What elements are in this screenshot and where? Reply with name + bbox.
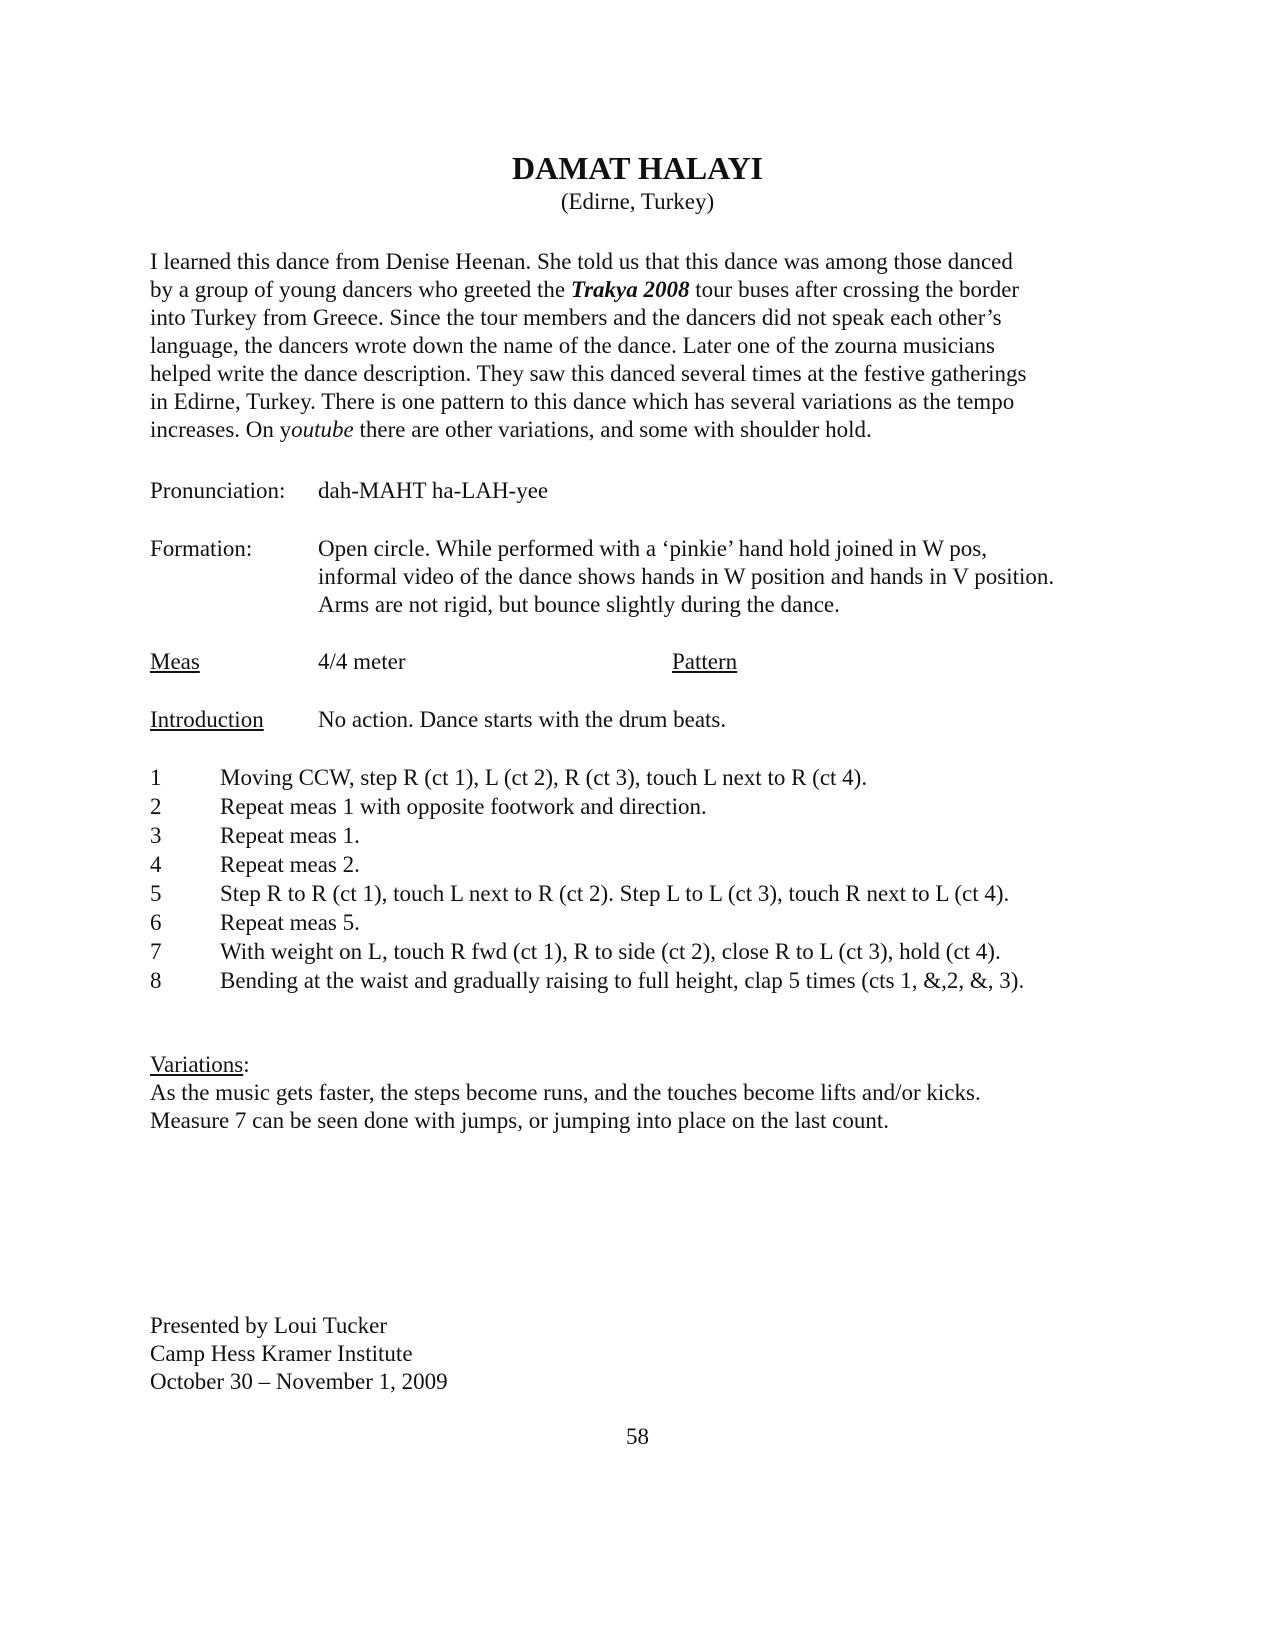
step-number: 8 xyxy=(150,968,162,993)
formation-line: Arms are not rigid, but bounce slightly during the dance. xyxy=(318,592,840,617)
tour-name: Trakya 2008 xyxy=(570,277,690,302)
page-number: 58 xyxy=(626,1424,649,1449)
formation-label: Formation: xyxy=(150,536,253,561)
step-text: Step R to R (ct 1), touch L next to R (ct 2). Step L to L (ct 3), touch R next to L (ct 4). xyxy=(220,881,1010,906)
intro-line xyxy=(150,276,1150,304)
variations-label: Variations xyxy=(150,1052,244,1077)
step-number: 3 xyxy=(150,823,162,848)
step-text: Repeat meas 2. xyxy=(220,852,360,877)
pronunciation-label: Pronunciation: xyxy=(150,478,286,503)
presenter-name: Presented by Loui Tucker xyxy=(150,1313,388,1338)
step-row xyxy=(150,909,1150,938)
youtube-reference: outube xyxy=(291,417,354,442)
step-list xyxy=(150,764,1150,996)
variations-section xyxy=(150,1051,981,1135)
intro-line: in Edirne, Turkey. There is one pattern to this dance which has several variations as the tempo xyxy=(150,389,1015,414)
step-row xyxy=(150,851,1150,880)
step-row xyxy=(150,764,1150,793)
step-number: 6 xyxy=(150,910,162,935)
dance-title: DAMAT HALAYI xyxy=(512,150,763,186)
variations-colon: : xyxy=(243,1052,250,1077)
step-row xyxy=(150,822,1150,851)
step-text: Bending at the waist and gradually raising to full height, clap 5 times (cts 1, &,2, &, 3). xyxy=(220,968,1025,993)
intro-text: tour buses after crossing the border xyxy=(689,277,1020,302)
step-row xyxy=(150,793,1150,822)
intro-text: there are other variations, and some with shoulder hold. xyxy=(353,417,872,442)
pattern-header: Pattern xyxy=(672,649,738,674)
step-number: 1 xyxy=(150,765,162,790)
variations-line: As the music gets faster, the steps become runs, and the touches become lifts and/or kicks. xyxy=(150,1080,981,1105)
step-text: With weight on L, touch R fwd (ct 1), R to side (ct 2), close R to L (ct 3), hold (ct 4). xyxy=(220,939,1001,964)
intro-line: I learned this dance from Denise Heenan. She told us that this dance was among those danced xyxy=(150,249,1013,274)
variations-heading xyxy=(150,1051,981,1079)
intro-line: language, the dancers wrote down the name of the dance. Later one of the zourna musicians xyxy=(150,333,995,358)
event-name: Camp Hess Kramer Institute xyxy=(150,1341,413,1366)
meas-header: Meas xyxy=(150,649,200,674)
pronunciation-value: dah-MAHT ha-LAH-yee xyxy=(318,478,549,503)
formation-line: Open circle. While performed with a ‘pinkie’ hand hold joined in W pos, xyxy=(318,536,987,561)
intro-text: increases. On y xyxy=(150,417,292,442)
step-row xyxy=(150,880,1150,909)
dance-origin: (Edirne, Turkey) xyxy=(560,189,715,214)
intro-paragraph xyxy=(150,248,1150,444)
step-number: 2 xyxy=(150,794,162,819)
formation-line: informal video of the dance shows hands in W position and hands in V position. xyxy=(318,564,1055,589)
step-number: 7 xyxy=(150,939,162,964)
step-row xyxy=(150,967,1150,996)
introduction-label: Introduction xyxy=(150,707,264,732)
intro-text: by a group of young dancers who greeted the xyxy=(150,277,571,302)
step-text: Moving CCW, step R (ct 1), L (ct 2), R (ct 3), touch L next to R (ct 4). xyxy=(220,765,868,790)
introduction-value: No action. Dance starts with the drum beats. xyxy=(318,707,727,732)
meter-header: 4/4 meter xyxy=(318,649,406,674)
formation-value xyxy=(318,535,1054,619)
intro-line: helped write the dance description. They saw this danced several times at the festive gatherings xyxy=(150,361,1027,386)
presenter-info xyxy=(150,1312,448,1396)
step-text: Repeat meas 1 with opposite footwork and direction. xyxy=(220,794,707,819)
step-row xyxy=(150,938,1150,967)
event-dates: October 30 – November 1, 2009 xyxy=(150,1369,448,1394)
step-text: Repeat meas 1. xyxy=(220,823,360,848)
step-number: 4 xyxy=(150,852,162,877)
step-number: 5 xyxy=(150,881,162,906)
intro-line: into Turkey from Greece. Since the tour members and the dancers did not speak each other’s xyxy=(150,305,1002,330)
variations-line: Measure 7 can be seen done with jumps, or jumping into place on the last count. xyxy=(150,1108,890,1133)
intro-line xyxy=(150,416,1150,444)
step-text: Repeat meas 5. xyxy=(220,910,360,935)
